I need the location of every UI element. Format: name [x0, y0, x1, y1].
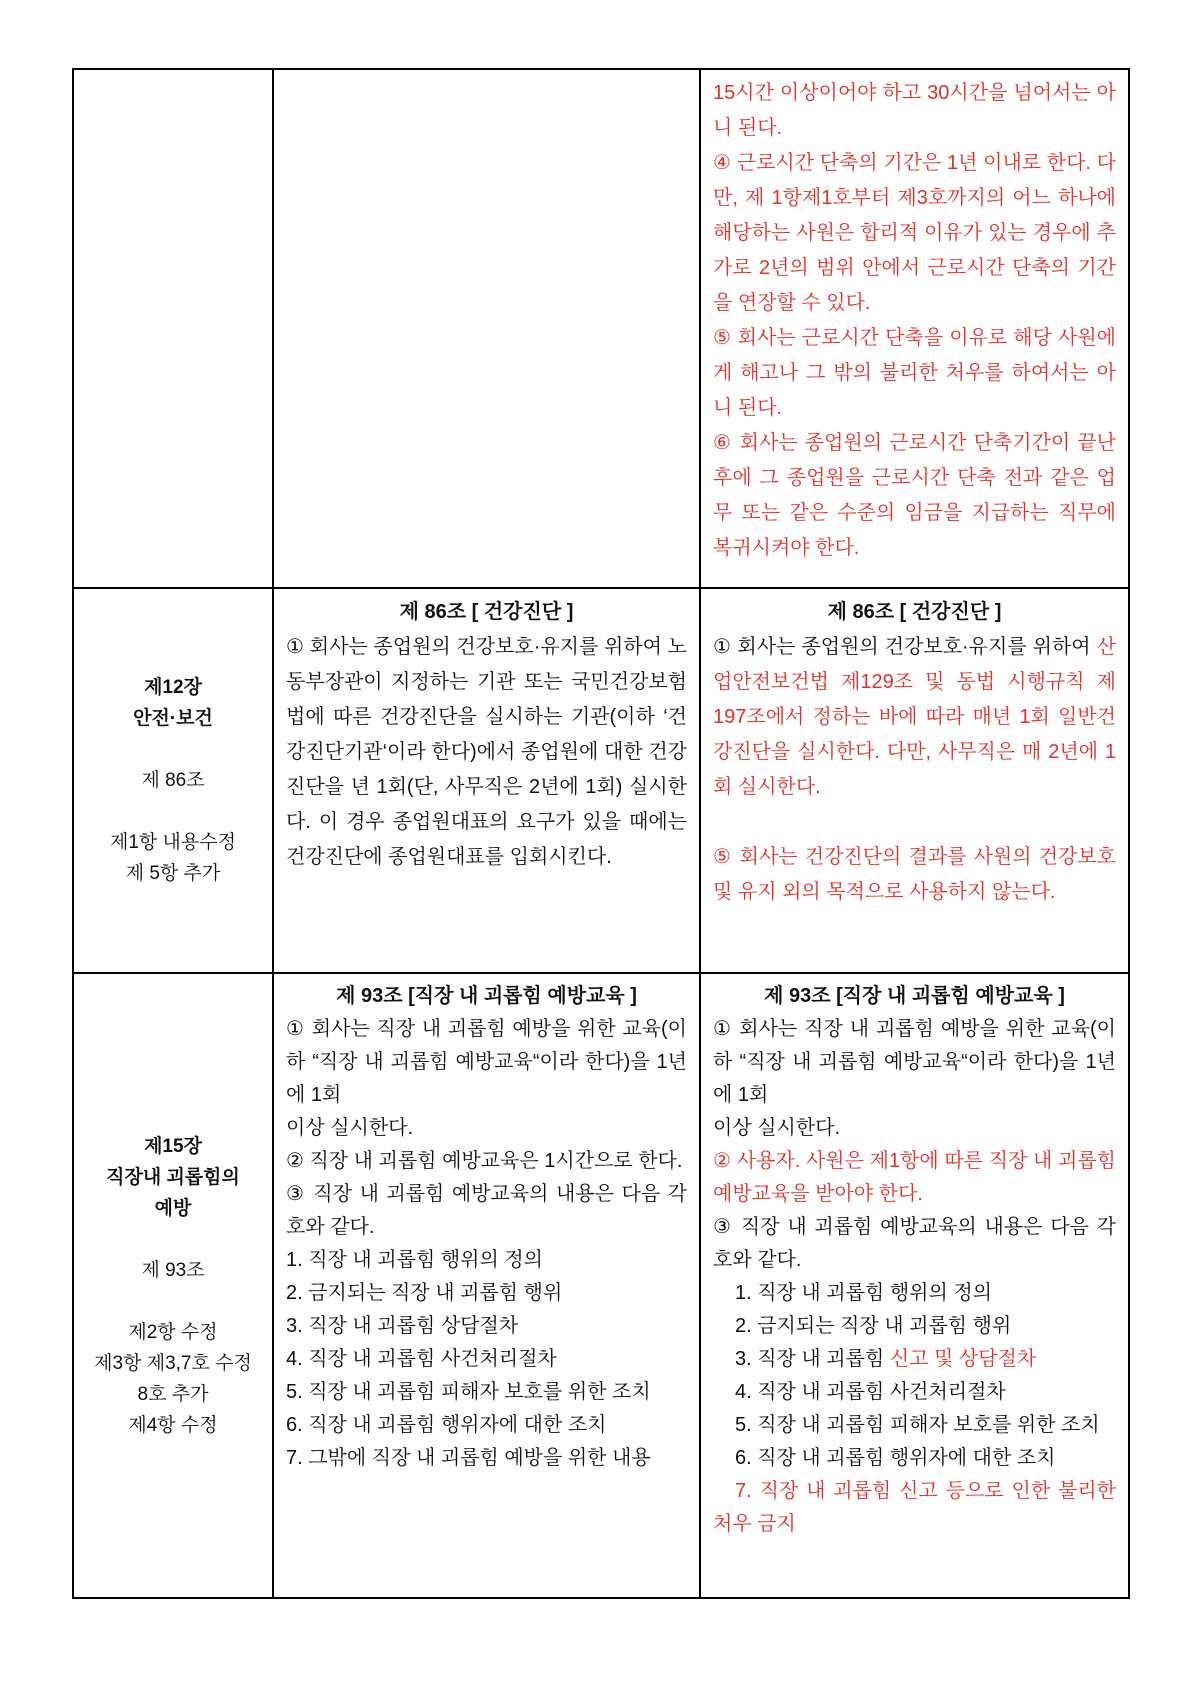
paragraph [286, 1013, 687, 1112]
text-run: 제 86조 [ 건강진단 ] [827, 601, 1002, 623]
paragraph [80, 1224, 266, 1255]
text-run: 직장내 괴롭힘의 [106, 1166, 240, 1188]
text-run: 제1항 내용수정 [110, 832, 236, 853]
paragraph [80, 1348, 266, 1379]
paragraph [286, 595, 687, 630]
revised-text-run: 15시간 이상이어야 하고 30시간을 넘어서는 아니 된다. [713, 82, 1116, 139]
paragraph [80, 1379, 266, 1410]
text-run: 6. 직장 내 괴롭힘 행위자에 대한 조치 [286, 1414, 607, 1436]
paragraph [80, 1193, 266, 1224]
paragraph [80, 672, 266, 703]
text-run: 6. 직장 내 괴롭힘 행위자에 대한 조치 [735, 1447, 1056, 1469]
paragraph [80, 765, 266, 796]
text-run: ② 직장 내 괴롭힘 예방교육은 1시간으로 한다. [286, 1150, 683, 1172]
text-run: ① 회사는 직장 내 괴롭힘 예방을 위한 교육(이하 “직장 내 괴롭힘 예방교육“이라 한다)을 1년에 1회 [713, 1018, 1116, 1106]
paragraph [286, 1376, 687, 1409]
text-run: 제 86조 [ 건강진단 ] [399, 601, 574, 623]
paragraph [286, 1145, 687, 1178]
paragraph [713, 1442, 1116, 1475]
text-run: 이상 실시한다. [713, 1117, 841, 1139]
paragraph [286, 1409, 687, 1442]
paragraph [286, 1178, 687, 1244]
paragraph [713, 840, 1116, 910]
paragraph [713, 1409, 1116, 1442]
text-run: 제 93조 [141, 1259, 205, 1281]
paragraph [286, 1310, 687, 1343]
text-run: 제 86조 [141, 770, 205, 791]
paragraph [286, 1277, 687, 1310]
text-run: 제 93조 [직장 내 괴롭힘 예방교육 ] [764, 985, 1065, 1007]
paragraph [713, 426, 1116, 566]
text-run: ① 회사는 직장 내 괴롭힘 예방을 위한 교육(이하 “직장 내 괴롭힘 예방교육“이라 한다)을 1년에 1회 [286, 1018, 687, 1106]
cell-revised-text [700, 69, 1129, 588]
paragraph [286, 1442, 687, 1475]
text-run: 1. 직장 내 괴롭힘 행위의 정의 [735, 1282, 992, 1304]
paragraph [713, 805, 1116, 840]
revised-text-run: ⑤ 회사는 건강진단의 결과를 사원의 건강보호 및 유지 외의 목적으로 사용하지 않는다. [713, 846, 1116, 903]
paragraph [713, 1343, 1116, 1376]
cell-original-text [273, 69, 700, 588]
paragraph [80, 796, 266, 827]
paragraph [713, 1013, 1116, 1112]
paragraph [80, 1162, 266, 1193]
revision-comparison-table [72, 68, 1130, 1599]
cell-original-text [273, 588, 700, 973]
text-run: 3. 직장 내 괴롭힘 상담절차 [286, 1315, 519, 1337]
paragraph [286, 630, 687, 875]
text-run: 예방 [154, 1197, 192, 1219]
text-run: 제2항 수정 [128, 1321, 218, 1343]
text-run: 5. 직장 내 괴롭힘 피해자 보호를 위한 조치 [735, 1414, 1100, 1436]
cell-chapter-info [73, 588, 273, 973]
text-run: 제15장 [144, 1135, 202, 1157]
paragraph [713, 630, 1116, 805]
text-run: 3. 직장 내 괴롭힘 [735, 1348, 890, 1370]
paragraph [713, 1277, 1116, 1310]
text-run: 제12장 [144, 677, 202, 698]
text-run: 제 93조 [직장 내 괴롭힘 예방교육 ] [336, 985, 637, 1007]
paragraph [713, 1112, 1116, 1145]
paragraph [713, 1211, 1116, 1277]
paragraph [713, 595, 1116, 630]
text-run: ③ 직장 내 괴롭힘 예방교육의 내용은 다음 각 호와 같다. [713, 1216, 1116, 1271]
paragraph [286, 1244, 687, 1277]
text-run: ① 회사는 종업원의 건강보호·유지를 위하여 [713, 636, 1097, 658]
cell-revised-text [700, 973, 1129, 1598]
paragraph [286, 1343, 687, 1376]
paragraph [80, 734, 266, 765]
text-run: 8호 추가 [137, 1383, 209, 1405]
paragraph [713, 1310, 1116, 1343]
revised-text-run: ⑥ 회사는 종업원의 근로시간 단축기간이 끝난 후에 그 종업원을 근로시간 단축 전과 같은 업무 또는 같은 수준의 임금을 지급하는 직무에 복귀시켜야 한다. [713, 432, 1116, 559]
paragraph [80, 1131, 266, 1162]
text-run: 제3항 제3,7호 수정 [94, 1352, 252, 1374]
paragraph [80, 1410, 266, 1441]
text-run: 제4항 수정 [128, 1414, 218, 1436]
paragraph [713, 980, 1116, 1013]
text-run: ① 회사는 종업원의 건강보호·유지를 위하여 노동부장관이 지정하는 기관 또는 국민건강보험법에 따른 건강진단을 실시하는 기관(이하 ‘건강진단기관‘이라 한다)에서 종업원에 대한 건강진단을 년 1회(단, 사무직은 2년에 1회) 실시한다. 이 경우 종업원대표의 요구가 있을 때에는 건강진단에 종업원대표를 입회시킨다. [286, 636, 687, 868]
text-run: 제 5항 추가 [125, 863, 221, 884]
text-run: 안전·보건 [133, 708, 213, 729]
table-row [73, 973, 1129, 1598]
paragraph [713, 1475, 1116, 1541]
paragraph [286, 1112, 687, 1145]
paragraph [713, 76, 1116, 146]
revised-text-run: ④ 근로시간 단축의 기간은 1년 이내로 한다. 다만, 제 1항제1호부터 제3호까지의 어느 하나에 해당하는 사원은 합리적 이유가 있는 경우에 추가로 2년의 범위 안에서 근로시간 단축의 기간을 연장할 수 있다. [713, 152, 1116, 314]
paragraph [80, 858, 266, 889]
revised-text-run: 7. 직장 내 괴롭힘 신고 등으로 인한 불리한 처우 금지 [713, 1480, 1116, 1535]
cell-chapter-info [73, 973, 273, 1598]
paragraph [286, 980, 687, 1013]
text-run: 7. 그밖에 직장 내 괴롭힘 예방을 위한 내용 [286, 1447, 651, 1469]
revised-text-run: ② 사용자. 사원은 제1항에 따른 직장 내 괴롭힘 예방교육을 받아야 한다. [713, 1150, 1116, 1205]
text-run: 2. 금지되는 직장 내 괴롭힘 행위 [286, 1282, 563, 1304]
paragraph [713, 321, 1116, 426]
paragraph [80, 1255, 266, 1286]
revised-text-run: 신고 및 상담절차 [889, 1348, 1037, 1370]
paragraph [713, 1145, 1116, 1211]
paragraph [80, 1286, 266, 1317]
paragraph [80, 1317, 266, 1348]
text-run: 4. 직장 내 괴롭힘 사건처리절차 [735, 1381, 1006, 1403]
cell-revised-text [700, 588, 1129, 973]
revised-text-run: ⑤ 회사는 근로시간 단축을 이유로 해당 사원에게 해고나 그 밖의 불리한 처우를 하여서는 아니 된다. [713, 327, 1116, 419]
table-row [73, 588, 1129, 973]
text-run: 2. 금지되는 직장 내 괴롭힘 행위 [735, 1315, 1012, 1337]
text-run: 5. 직장 내 괴롭힘 피해자 보호를 위한 조치 [286, 1381, 651, 1403]
paragraph [713, 1376, 1116, 1409]
paragraph [80, 703, 266, 734]
table-row [73, 69, 1129, 588]
revised-text-run: 산업안전보건법 제129조 및 동법 시행규칙 제197조에서 정하는 바에 따라 매년 1회 일반건강진단을 실시한다. 다만, 사무직은 매 2년에 1회 실시한다. [713, 636, 1116, 798]
text-run: 4. 직장 내 괴롭힘 사건처리절차 [286, 1348, 557, 1370]
paragraph [713, 146, 1116, 321]
cell-original-text [273, 973, 700, 1598]
cell-chapter-info [73, 69, 273, 588]
text-run: 1. 직장 내 괴롭힘 행위의 정의 [286, 1249, 543, 1271]
paragraph [80, 827, 266, 858]
text-run: ③ 직장 내 괴롭힘 예방교육의 내용은 다음 각 호와 같다. [286, 1183, 687, 1238]
text-run: 이상 실시한다. [286, 1117, 414, 1139]
